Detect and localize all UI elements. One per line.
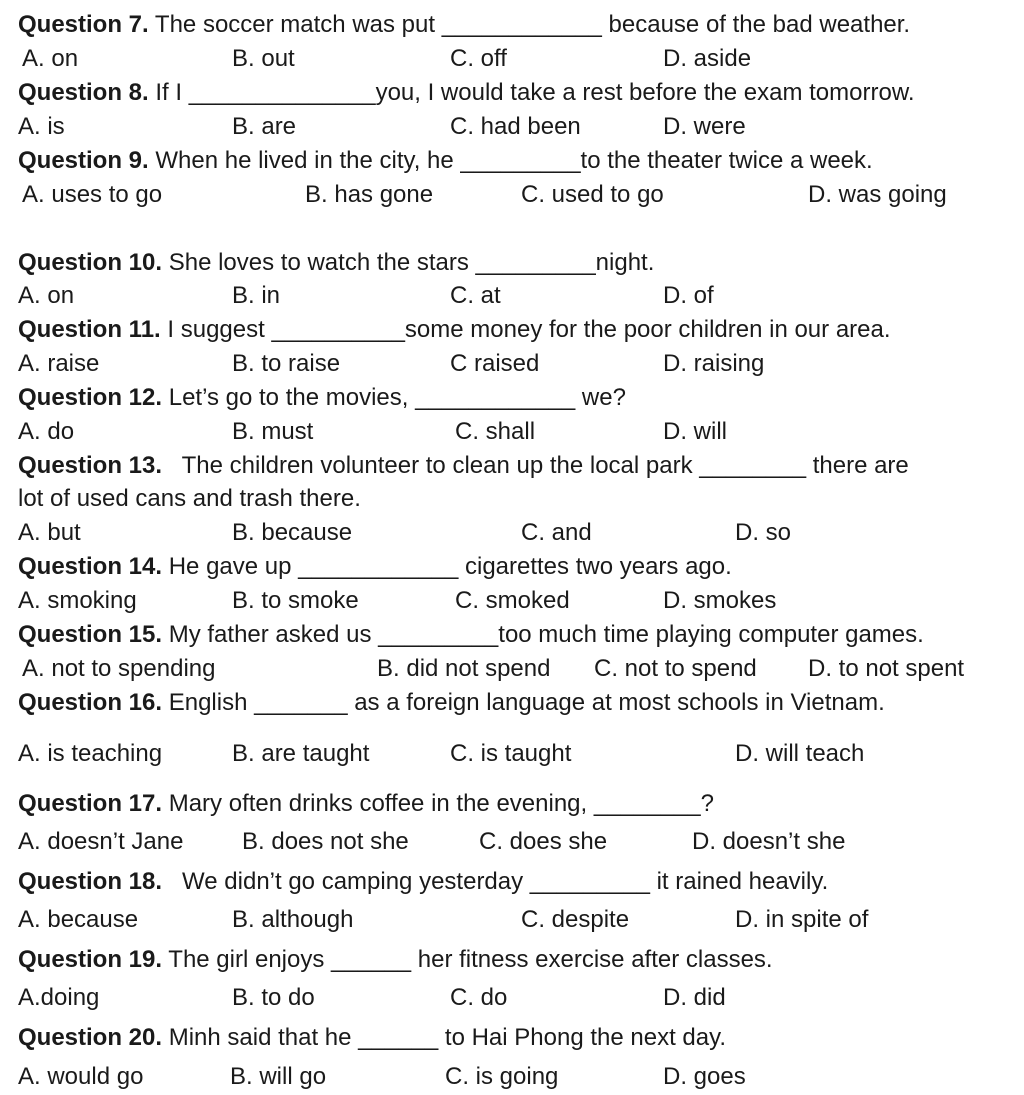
question-number: Question 20. (18, 1024, 163, 1051)
option-d: D. goes (663, 1063, 746, 1090)
question-20 (18, 1023, 726, 1053)
option-c: C. despite (521, 906, 630, 933)
option-d: D. was going (808, 181, 947, 208)
question-text: Let’s go to the movies, ____________ we? (168, 384, 626, 411)
option-b: B. did not spend (377, 655, 551, 682)
option-d: D. raising (663, 350, 765, 377)
option-a: A.doing (18, 984, 100, 1011)
option-b: B. has gone (305, 181, 434, 208)
option-b: B. to smoke (232, 587, 359, 614)
question-text: If I ______________you, I would take a rest before the exam tomorrow. (155, 79, 915, 106)
option-a: A. not to spending (22, 655, 216, 682)
option-c: C. off (450, 45, 507, 72)
option-b: B. must (232, 418, 314, 445)
option-a: A. doesn’t Jane (18, 828, 184, 855)
option-d: D. of (663, 282, 714, 309)
question-number: Question 12. (18, 384, 163, 411)
option-a: A. raise (18, 350, 100, 377)
question-18 (18, 867, 828, 897)
question-number: Question 16. (18, 689, 163, 716)
question-number: Question 8. (18, 79, 149, 106)
option-b: B. because (232, 519, 353, 546)
question-text: English _______ as a foreign language at most schools in Vietnam. (168, 689, 885, 716)
option-a: A. would go (18, 1063, 144, 1090)
question-text: My father asked us _________too much time playing computer games. (168, 621, 924, 648)
question-text: He gave up ____________ cigarettes two years ago. (168, 553, 732, 580)
option-b: B. are (232, 113, 297, 140)
option-c: C. had been (450, 113, 581, 140)
option-a: A. is (18, 113, 65, 140)
option-c: C. at (450, 282, 501, 309)
question-text: The children volunteer to clean up the local park ________ there are (162, 452, 909, 479)
question-number: Question 14. (18, 553, 163, 580)
option-b: B. to do (232, 984, 315, 1011)
option-d: D. will teach (735, 740, 865, 767)
question-number: Question 17. (18, 790, 163, 817)
option-c: C. does she (479, 828, 608, 855)
question-9 (18, 146, 873, 176)
option-c: C. do (450, 984, 508, 1011)
question-text: Minh said that he ______ to Hai Phong the next day. (168, 1024, 726, 1051)
option-a: A. is teaching (18, 740, 163, 767)
option-b: B. are taught (232, 740, 370, 767)
option-b: B. out (232, 45, 295, 72)
option-b: B. does not she (242, 828, 409, 855)
option-b: B. in (232, 282, 281, 309)
option-d: D. doesn’t she (692, 828, 846, 855)
question-number: Question 13. (18, 452, 163, 479)
question-13 (18, 451, 909, 481)
question-12 (18, 383, 626, 413)
option-a: A. smoking (18, 587, 137, 614)
option-c: C raised (450, 350, 540, 377)
option-d: D. to not spent (808, 655, 965, 682)
question-text: The soccer match was put ____________ because of the bad weather. (154, 11, 911, 38)
option-a: A. on (22, 45, 79, 72)
question-19 (18, 945, 773, 975)
question-10 (18, 248, 654, 278)
question-text: I suggest __________some money for the poor children in our area. (167, 316, 891, 343)
option-d: D. aside (663, 45, 752, 72)
question-16 (18, 688, 885, 718)
option-d: D. in spite of (735, 906, 869, 933)
question-number: Question 7. (18, 11, 149, 38)
option-b: B. to raise (232, 350, 341, 377)
question-number: Question 15. (18, 621, 163, 648)
option-c: C. shall (455, 418, 536, 445)
question-number: Question 9. (18, 147, 149, 174)
option-b: B. will go (230, 1063, 327, 1090)
question-15 (18, 620, 924, 650)
option-d: D. smokes (663, 587, 777, 614)
question-17 (18, 789, 714, 819)
question-text: When he lived in the city, he _________to the theater twice a week. (155, 147, 873, 174)
question-number: Question 19. (18, 946, 163, 973)
question-text: Mary often drinks coffee in the evening, ________? (168, 790, 714, 817)
question-7 (18, 10, 910, 40)
option-a: A. do (18, 418, 75, 445)
question-number: Question 10. (18, 249, 163, 276)
question-number: Question 18. (18, 868, 163, 895)
option-a: A. because (18, 906, 139, 933)
question-8 (18, 78, 915, 108)
option-d: D. will (663, 418, 727, 445)
option-d: D. so (735, 519, 792, 546)
option-a: A. uses to go (22, 181, 163, 208)
option-c: C. is going (445, 1063, 559, 1090)
question-11 (18, 315, 891, 345)
question-text: We didn’t go camping yesterday _________ it rained heavily. (162, 868, 829, 895)
question-number: Question 11. (18, 316, 161, 343)
option-c: C. and (521, 519, 592, 546)
option-c: C. not to spend (594, 655, 757, 682)
question-text: She loves to watch the stars _________night. (168, 249, 655, 276)
option-c: C. used to go (521, 181, 664, 208)
question-14 (18, 552, 732, 582)
option-d: D. did (663, 984, 726, 1011)
question-text: The girl enjoys ______ her fitness exercise after classes. (168, 946, 773, 973)
option-a: A. on (18, 282, 75, 309)
question-text-continued: lot of used cans and trash there. (18, 485, 361, 512)
option-a: A. but (18, 519, 81, 546)
option-b: B. although (232, 906, 354, 933)
option-d: D. were (663, 113, 746, 140)
option-c: C. is taught (450, 740, 572, 767)
option-c: C. smoked (455, 587, 570, 614)
